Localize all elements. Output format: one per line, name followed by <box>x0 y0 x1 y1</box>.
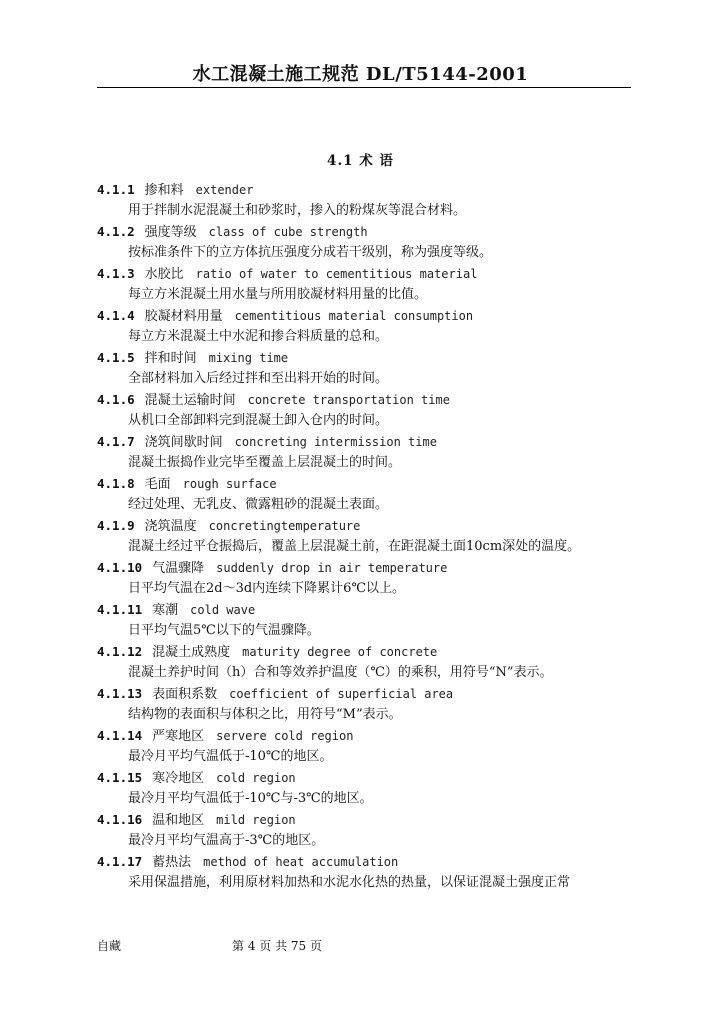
term-number: 4.1.10 <box>97 560 143 575</box>
term-chinese: 胶凝材料用量 <box>144 309 223 324</box>
term-heading <box>97 263 633 284</box>
term-heading <box>97 599 633 620</box>
term-heading <box>97 473 633 494</box>
term-entry <box>97 767 633 809</box>
term-definition: 每立方米混凝土中水泥和掺合料质量的总和。 <box>128 329 389 344</box>
term-chinese: 表面积系数 <box>152 687 218 702</box>
term-entry <box>97 431 633 473</box>
term-chinese: 掺和料 <box>144 183 184 198</box>
term-definition: 经过处理、无乳皮、微露粗砂的混凝土表面。 <box>128 497 389 512</box>
term-number: 4.1.3 <box>97 266 135 281</box>
term-chinese: 寒潮 <box>152 603 179 618</box>
term-entry <box>97 221 633 263</box>
term-english: concretingtemperature <box>208 519 361 533</box>
term-heading <box>97 179 633 200</box>
term-entry <box>97 683 633 725</box>
term-number: 4.1.5 <box>97 350 135 365</box>
term-definition: 每立方米混凝土用水量与所用胶凝材料用量的比值。 <box>128 287 428 302</box>
term-entry <box>97 809 633 851</box>
term-heading <box>97 851 633 872</box>
term-chinese: 浇筑间歇时间 <box>144 435 223 450</box>
term-english: cold wave <box>190 603 256 617</box>
term-entry <box>97 515 633 557</box>
term-definition: 最冷月平均气温低于-10℃的地区。 <box>128 749 333 764</box>
term-number: 4.1.1 <box>97 182 135 197</box>
term-number: 4.1.2 <box>97 224 135 239</box>
term-number: 4.1.11 <box>97 602 143 617</box>
term-entry <box>97 473 633 515</box>
term-definition: 用于拌制水泥混凝土和砂浆时，掺入的粉煤灰等混合材料。 <box>128 203 467 218</box>
term-definition: 混凝土养护时间（h）合和等效养护温度（℃）的乘积，用符号“N”表示。 <box>128 665 553 680</box>
term-definition: 结构物的表面积与体积之比，用符号“M”表示。 <box>128 707 402 722</box>
term-number: 4.1.14 <box>97 728 143 743</box>
term-number: 4.1.7 <box>97 434 135 449</box>
term-definition: 全部材料加入后经过拌和至出料开始的时间。 <box>128 371 389 386</box>
document-header-title: 水工混凝土施工规范 DL/T5144-2001 <box>192 64 529 85</box>
term-definition: 按标准条件下的立方体抗压强度分成若干级别，称为强度等级。 <box>128 245 493 260</box>
term-number: 4.1.12 <box>97 644 143 659</box>
term-english: maturity degree of concrete <box>242 645 438 659</box>
term-heading <box>97 305 633 326</box>
term-chinese: 强度等级 <box>144 225 197 240</box>
term-number: 4.1.17 <box>97 854 143 869</box>
term-english: rough surface <box>182 477 277 491</box>
term-chinese: 温和地区 <box>152 813 205 828</box>
term-english: suddenly drop in air temperature <box>216 561 448 575</box>
term-english: servere cold region <box>216 729 354 743</box>
page-number: 第 4 页 共 75 页 <box>232 939 322 953</box>
term-heading <box>97 347 633 368</box>
term-english: extender <box>195 183 254 197</box>
term-english: cementitious material consumption <box>234 309 474 323</box>
term-number: 4.1.16 <box>97 812 143 827</box>
term-english: class of cube strength <box>208 225 368 239</box>
term-english: concreting intermission time <box>234 435 437 449</box>
term-english: coefficient of superficial area <box>229 687 454 701</box>
term-entry <box>97 599 633 641</box>
term-number: 4.1.13 <box>97 686 143 701</box>
term-english: cold region <box>216 771 296 785</box>
term-entry <box>97 179 633 221</box>
term-chinese: 严寒地区 <box>152 729 205 744</box>
term-english: method of heat accumulation <box>203 855 399 869</box>
term-chinese: 混凝土成熟度 <box>152 645 231 660</box>
term-entry <box>97 305 633 347</box>
term-number: 4.1.15 <box>97 770 143 785</box>
term-number: 4.1.8 <box>97 476 135 491</box>
term-chinese: 蓄热法 <box>152 855 192 870</box>
term-chinese: 气温骤降 <box>152 561 205 576</box>
term-chinese: 寒冷地区 <box>152 771 205 786</box>
term-definition: 从机口全部卸料完到混凝土卸入仓内的时间。 <box>128 413 389 428</box>
term-english: ratio of water to cementitious material <box>195 267 478 281</box>
term-number: 4.1.4 <box>97 308 135 323</box>
term-english: concrete transportation time <box>247 393 450 407</box>
term-definition: 混凝土经过平仓振捣后，覆盖上层混凝土前，在距混凝土面10cm深处的温度。 <box>128 539 581 554</box>
term-chinese: 水胶比 <box>144 267 184 282</box>
term-english: mild region <box>216 813 296 827</box>
term-chinese: 浇筑温度 <box>144 519 197 534</box>
term-definition: 最冷月平均气温高于-3℃的地区。 <box>128 833 325 848</box>
term-entry <box>97 641 633 683</box>
term-heading <box>97 641 633 662</box>
term-english: mixing time <box>208 351 289 365</box>
section-title: 4.1 术 语 <box>327 153 394 169</box>
term-heading <box>97 809 633 830</box>
term-entry <box>97 347 633 389</box>
term-heading <box>97 725 633 746</box>
term-entry <box>97 851 633 893</box>
term-entry <box>97 263 633 305</box>
term-heading <box>97 221 633 242</box>
term-entry <box>97 389 633 431</box>
term-definition: 最冷月平均气温低于-10℃与-3℃的地区。 <box>128 791 373 806</box>
term-entry <box>97 557 633 599</box>
term-definition: 混凝土振捣作业完毕至覆盖上层混凝土的时间。 <box>128 455 402 470</box>
term-heading <box>97 431 633 452</box>
term-definition: 日平均气温5℃以下的气温骤降。 <box>128 623 320 638</box>
header-divider <box>97 87 631 88</box>
term-chinese: 毛面 <box>144 477 171 492</box>
term-heading <box>97 557 633 578</box>
footer-source-label: 自藏 <box>97 939 122 953</box>
term-number: 4.1.9 <box>97 518 135 533</box>
term-number: 4.1.6 <box>97 392 135 407</box>
term-heading <box>97 767 633 788</box>
term-heading <box>97 515 633 536</box>
term-chinese: 拌和时间 <box>144 351 197 366</box>
term-definition: 采用保温措施，利用原材料加热和水泥水化热的热量，以保证混凝土强度正常 <box>128 875 571 890</box>
term-chinese: 混凝土运输时间 <box>144 393 236 408</box>
term-definition: 日平均气温在2d～3d内连续下降累计6℃以上。 <box>128 581 405 596</box>
term-heading <box>97 683 633 704</box>
term-entry <box>97 725 633 767</box>
terms-list <box>97 179 633 893</box>
term-heading <box>97 389 633 410</box>
